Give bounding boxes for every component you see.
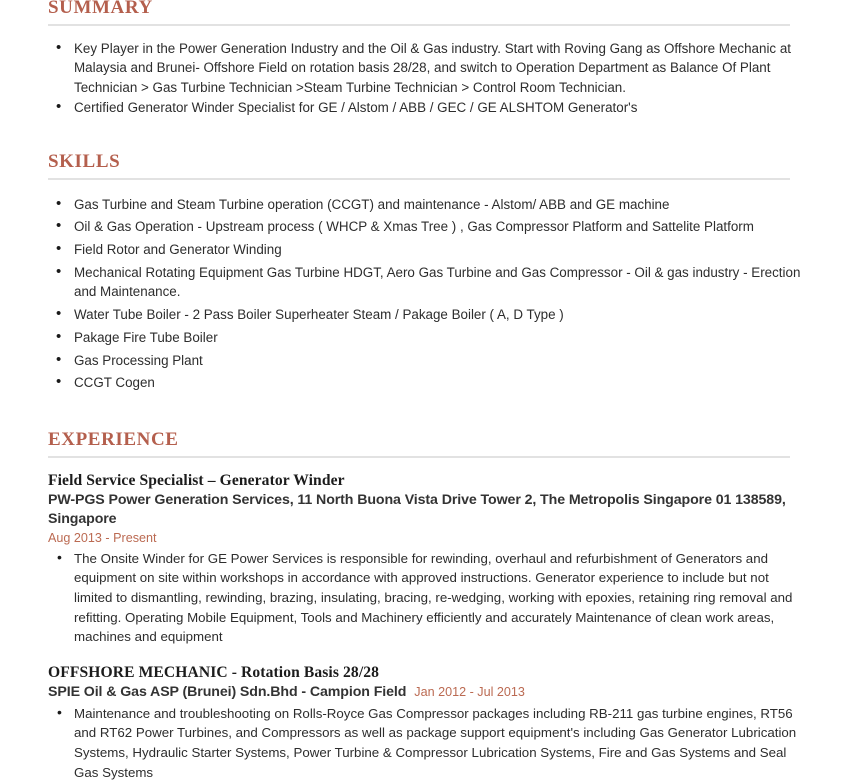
summary-heading: SUMMARY bbox=[48, 0, 153, 18]
summary-divider bbox=[48, 24, 790, 26]
list-item: • Key Player in the Power Generation Industry and the Oil & Gas industry. Start with Roving Gang as Offshore Mechanic at Malaysia and Brunei- Offshore Field on rotation basis 28/28, and switch to Operation Department as Balance Of Plant Technician > Gas Turbine Technician >Steam Turbine Technician > Control Room Technician. bbox=[48, 39, 803, 97]
list-item: • Mechanical Rotating Equipment Gas Turbine HDGT, Aero Gas Turbine and Gas Compressor - Oil & gas industry - Erection and Maintenance. bbox=[48, 263, 803, 302]
skills-section bbox=[0, 152, 851, 393]
job-company: SPIE Oil & Gas ASP (Brunei) Sdn.Bhd - Campion Field bbox=[48, 683, 407, 700]
list-item: • Oil & Gas Operation - Upstream process ( WHCP & Xmas Tree ) , Gas Compressor Platform and Sattelite Platform bbox=[48, 217, 803, 236]
list-item: • Gas Turbine and Steam Turbine operation (CCGT) and maintenance - Alstom/ ABB and GE machine bbox=[48, 195, 803, 214]
list-item: • Field Rotor and Generator Winding bbox=[48, 240, 803, 259]
experience-divider bbox=[48, 456, 790, 458]
list-item: • Pakage Fire Tube Boiler bbox=[48, 328, 803, 347]
list-item: • CCGT Cogen bbox=[48, 373, 803, 392]
job-date: Jan 2012 - Jul 2013 bbox=[414, 684, 525, 699]
job-bullet-list bbox=[48, 704, 803, 782]
experience-section bbox=[0, 430, 851, 782]
list-item: • The Onsite Winder for GE Power Services is responsible for rewinding, overhaul and refurbishment of Generators and equipment on site within workshops in accordance with approved instructions. Generator experience to include but not limited to dismantling, rewinding, brazing, insulating, bracing, re-wedging, working with epoxies, retaining ring removal and refitting. Operating Mobile Equipment, Tools and Machinery efficiently and accurately Maintenance of clean work areas, machines and equipment bbox=[48, 549, 803, 647]
job-company: PW-PGS Power Generation Services, 11 North Buona Vista Drive Tower 2, The Metropolis Singapore 01 138589, Singapore bbox=[48, 491, 786, 527]
job-title: OFFSHORE MECHANIC - Rotation Basis 28/28 bbox=[48, 663, 380, 681]
skills-bullet-list bbox=[48, 195, 803, 393]
skills-heading: SKILLS bbox=[48, 150, 121, 172]
experience-heading: EXPERIENCE bbox=[48, 428, 179, 450]
job-title: Field Service Specialist – Generator Winder bbox=[48, 471, 345, 489]
job-company-line bbox=[48, 491, 803, 529]
job-date: Aug 2013 - Present bbox=[48, 530, 157, 545]
summary-bullet-list bbox=[48, 39, 803, 118]
summary-section bbox=[0, 0, 851, 118]
experience-entry bbox=[48, 471, 803, 647]
skills-divider bbox=[48, 178, 790, 180]
experience-entry bbox=[48, 663, 803, 782]
list-item: • Gas Processing Plant bbox=[48, 351, 803, 370]
list-item: • Maintenance and troubleshooting on Rolls-Royce Gas Compressor packages including RB-211 gas turbine engines, RT56 and RT62 Power Turbines, and Compressors as well as package support equipment's including Gas Generator Lubrication Systems, Hydraulic Starter Systems, Power Turbine & Compressor Lubrication Systems, Fire and Gas Systems and Seal Gas Systems bbox=[48, 704, 803, 782]
job-bullet-list bbox=[48, 549, 803, 647]
list-item: • Water Tube Boiler - 2 Pass Boiler Superheater Steam / Pakage Boiler ( A, D Type ) bbox=[48, 305, 803, 324]
list-item: • Certified Generator Winder Specialist for GE / Alstom / ABB / GEC / GE ALSHTOM Generator's bbox=[48, 98, 803, 117]
experience-job-list bbox=[48, 471, 803, 782]
job-company-line bbox=[48, 683, 803, 702]
